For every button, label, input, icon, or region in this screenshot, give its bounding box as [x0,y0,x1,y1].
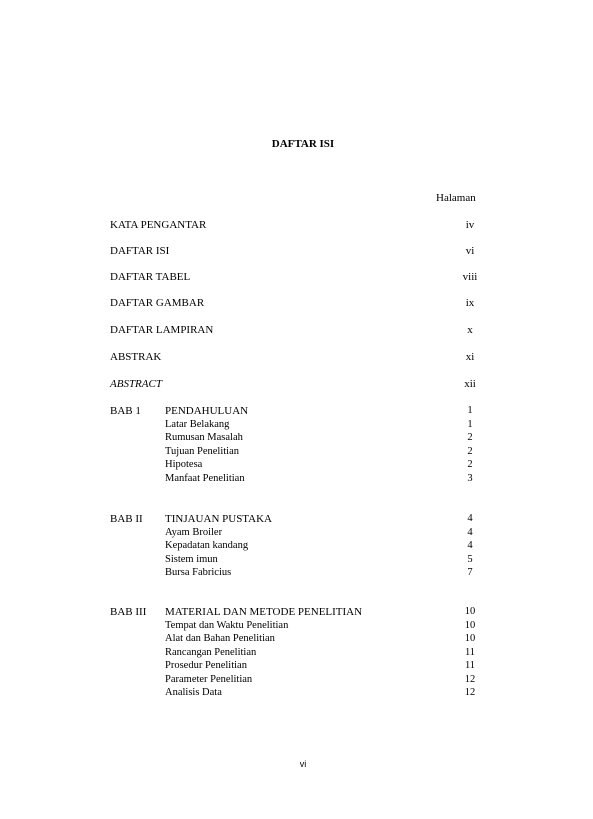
section-entry: Sistem imun [165,554,218,565]
section-page-number: 11 [464,660,476,671]
section-page-number: 4 [467,527,473,538]
section-page-number: 3 [467,473,473,484]
section-page-number: 2 [467,446,473,457]
toc-page-number: xi [465,351,475,363]
chapter-page-number: 1 [467,405,473,416]
chapter-number: BAB 1 [110,405,141,417]
toc-entry-daftar-tabel: DAFTAR TABEL [110,271,191,283]
toc-entry-kata-pengantar: KATA PENGANTAR [110,219,207,231]
toc-page-number: iv [465,219,475,231]
section-entry: Hipotesa [165,459,203,470]
chapter-number: BAB III [110,606,147,618]
chapter-number: BAB II [110,513,143,525]
toc-page-number: vi [465,245,475,257]
toc-entry-daftar-gambar: DAFTAR GAMBAR [110,297,205,309]
chapter-title: TINJAUAN PUSTAKA [165,513,272,525]
toc-entry-abstrak: ABSTRAK [110,351,162,363]
section-page-number: 2 [467,432,473,443]
section-page-number: 10 [464,620,476,631]
section-page-number: 4 [467,540,473,551]
section-entry: Tujuan Penelitian [165,446,239,457]
section-page-number: 12 [464,687,476,698]
section-page-number: 2 [467,459,473,470]
chapter-page-number: 4 [467,513,473,524]
page-title: DAFTAR ISI [271,138,335,150]
section-page-number: 12 [464,674,476,685]
section-entry: Bursa Fabricius [165,567,232,578]
section-entry: Parameter Penelitian [165,674,253,685]
toc-page-number: xii [464,378,476,390]
toc-entry-abstract: ABSTRACT [110,378,162,390]
section-page-number: 10 [464,633,476,644]
chapter-title: MATERIAL DAN METODE PENELITIAN [165,606,363,618]
chapter-title: PENDAHULUAN [165,405,249,417]
toc-page-number: ix [465,297,475,309]
section-page-number: 1 [467,419,473,430]
page-number-footer: vi [299,759,307,769]
section-page-number: 5 [467,554,473,565]
toc-page-number: viii [462,271,478,283]
chapter-page-number: 10 [464,606,476,617]
page-column-header: Halaman [436,192,476,204]
section-entry: Latar Belakang [165,419,230,430]
section-entry: Analisis Data [165,687,222,698]
toc-entry-daftar-lampiran: DAFTAR LAMPIRAN [110,324,214,336]
section-entry: Alat dan Bahan Penelitian [165,633,275,644]
section-entry: Kepadatan kandang [165,540,249,551]
section-page-number: 7 [467,567,473,578]
section-page-number: 11 [464,647,476,658]
toc-entry-daftar-isi: DAFTAR ISI [110,245,170,257]
section-entry: Tempat dan Waktu Penelitian [165,620,289,631]
section-entry: Prosedur Penelitian [165,660,247,671]
section-entry: Manfaat Penelitian [165,473,245,484]
section-entry: Ayam Broiler [165,527,223,538]
section-entry: Rumusan Masalah [165,432,243,443]
section-entry: Rancangan Penelitian [165,647,257,658]
toc-page-number: x [467,324,473,336]
